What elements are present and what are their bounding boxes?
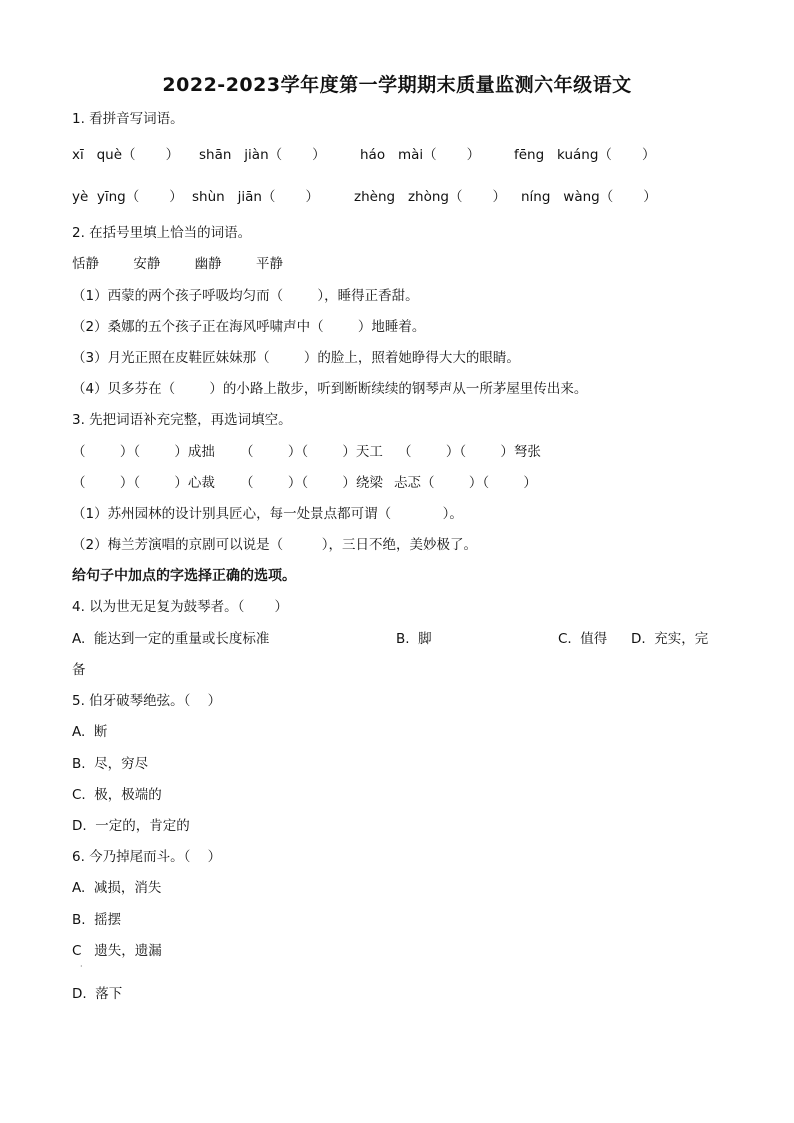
q1-row1-item4: fēng kuáng（ ）	[514, 147, 656, 163]
q5-option-b: B. 尽，穷尽	[72, 756, 149, 772]
q2-word-choices: 恬静 安静 幽静 平静	[72, 256, 283, 272]
stray-dot-mark: ·	[80, 962, 83, 971]
q1-row1-item1: xī què（ ）	[72, 147, 180, 163]
q3-item-1: （1）苏州园林的设计别具匠心，每一处景点都可谓（ ）。	[72, 506, 463, 522]
q5-option-a: A. 断	[72, 724, 108, 740]
q6-option-a: A. 减损，消失	[72, 880, 162, 896]
q3-row2-idiom2: （ ）（ ）绕梁	[240, 475, 383, 491]
q6-option-b: B. 摇摆	[72, 912, 122, 928]
q3-row1-idiom3: （ ）（ ）弩张	[398, 444, 541, 460]
q4-stem: 4. 以为世无足复为鼓琴者。（ ）	[72, 599, 288, 615]
q5-option-d: D. 一定的，肯定的	[72, 818, 190, 834]
q1-row1-item2: shān jiàn（ ）	[199, 147, 326, 163]
q3-row2-idiom1: （ ）（ ）心裁	[72, 475, 215, 491]
q3-item-2: （2）梅兰芳演唱的京剧可以说是（ ），三日不绝，美妙极了。	[72, 537, 477, 553]
section-heading: 给句子中加点的字选择正确的选项。	[72, 568, 296, 584]
q4-option-d-wrap: 备	[72, 662, 86, 678]
q4-option-c: C. 值得	[558, 631, 608, 647]
q2-item-1: （1）西蒙的两个孩子呼吸均匀而（ ），睡得正香甜。	[72, 288, 419, 304]
q3-stem: 3. 先把词语补充完整，再选词填空。	[72, 412, 292, 428]
q1-row1-item3: háo mài（ ）	[360, 147, 481, 163]
q1-row2-item4: níng wàng（ ）	[521, 189, 657, 205]
q2-stem: 2. 在括号里填上恰当的词语。	[72, 225, 252, 241]
q5-stem: 5. 伯牙破琴绝弦。（ ）	[72, 693, 222, 709]
page-title: 2022-2023学年度第一学期期末质量监测六年级语文	[162, 74, 632, 96]
q3-row2-idiom3: 忐忑（ ）（ ）	[394, 475, 537, 491]
q6-stem: 6. 今乃掉尾而斗。（ ）	[72, 849, 222, 865]
q4-option-b: B. 脚	[396, 631, 432, 647]
q1-stem: 1. 看拼音写词语。	[72, 111, 184, 127]
q4-option-a: A. 能达到一定的重量或长度标准	[72, 631, 270, 647]
q2-item-4: （4）贝多芬在（ ）的小路上散步，听到断断续续的钢琴声从一所茅屋里传出来。	[72, 381, 588, 397]
q2-item-3: （3）月光正照在皮鞋匠妹妹那（ ）的脸上，照着她睁得大大的眼睛。	[72, 350, 520, 366]
q5-option-c: C. 极，极端的	[72, 787, 162, 803]
q1-row2-item1: yè yīng（ ）	[72, 189, 183, 205]
q1-row2-item3: zhèng zhòng（ ）	[354, 189, 507, 205]
q2-item-2: （2）桑娜的五个孩子正在海风呼啸声中（ ）地睡着。	[72, 319, 426, 335]
q6-option-d: D. 落下	[72, 986, 123, 1002]
q3-row1-idiom1: （ ）（ ）成拙	[72, 444, 215, 460]
q3-row1-idiom2: （ ）（ ）天工	[240, 444, 383, 460]
q1-row2-item2: shùn jiān（ ）	[192, 189, 319, 205]
q4-option-d: D. 充实，完	[631, 631, 709, 647]
q6-option-c: C 遗失，遗漏	[72, 943, 162, 959]
